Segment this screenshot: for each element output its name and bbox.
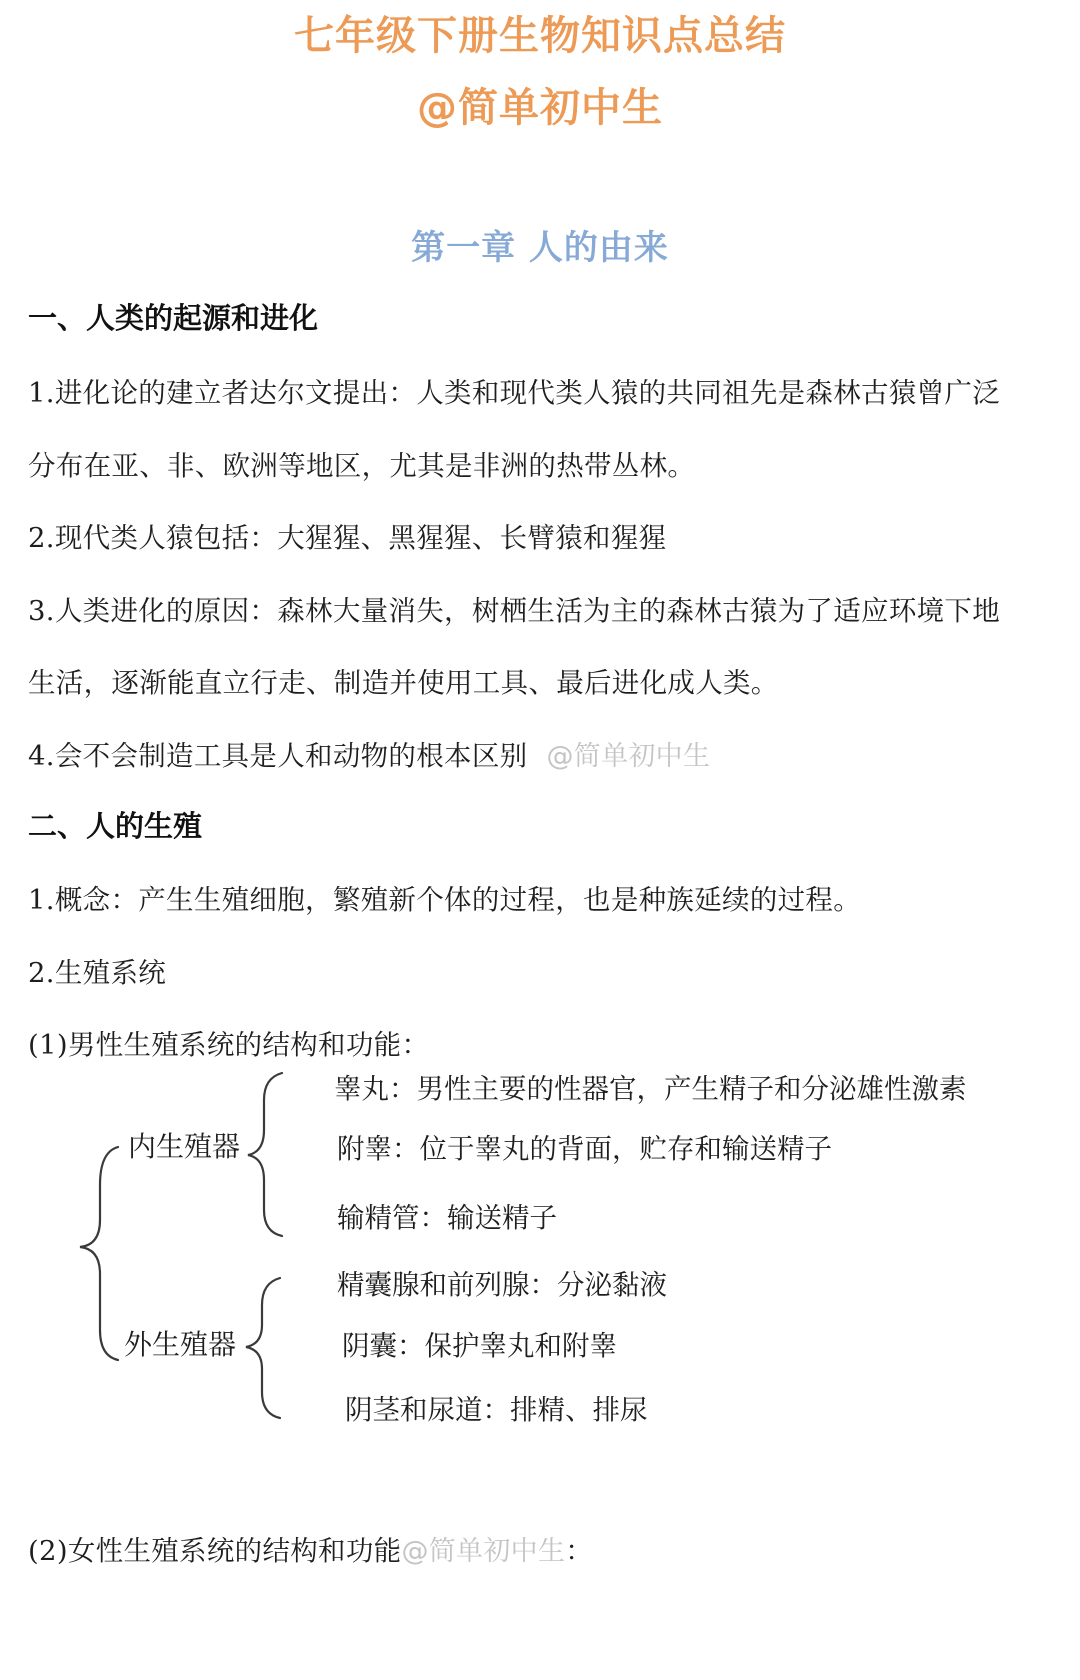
- chapter-title: 第一章 人的由来: [411, 228, 669, 268]
- paragraph-1-line-1: 1.进化论的建立者达尔文提出：人类和现代类人猿的共同祖先是森林古猿曾广泛: [28, 377, 1001, 409]
- concept-paragraph: 1.概念：产生生殖细胞，繁殖新个体的过程，也是种族延续的过程。: [28, 884, 862, 916]
- external-organs-label: 外生殖器: [124, 1328, 237, 1361]
- internal-item-vas-deferens: 输精管：输送精子: [337, 1202, 557, 1234]
- watermark: @简单初中生: [401, 1536, 566, 1567]
- female-system-heading: [28, 1528, 593, 1568]
- watermark: @简单初中生: [546, 741, 711, 772]
- paragraph-2: 2.现代类人猿包括：大猩猩、黑猩猩、长臂猿和猩猩: [28, 522, 667, 554]
- outer-brace: [80, 1147, 118, 1360]
- paragraph-3-line-2: 生活，逐渐能直立行走、制造并使用工具、最后进化成人类。: [28, 667, 779, 699]
- external-item-glands: 精囊腺和前列腺：分泌黏液: [337, 1269, 667, 1301]
- internal-organs-label: 内生殖器: [128, 1130, 241, 1163]
- paragraph-1-line-2: 分布在亚、非、欧洲等地区，尤其是非洲的热带丛林。: [28, 450, 696, 482]
- section-heading-reproduction: 二、人的生殖: [28, 809, 203, 843]
- reproductive-system-heading: 2.生殖系统: [28, 957, 167, 989]
- paragraph-3-line-1: 3.人类进化的原因：森林大量消失，树栖生活为主的森林古猿为了适应环境下地: [28, 595, 1001, 627]
- external-item-scrotum: 阴囊：保护睾丸和附睾: [342, 1330, 617, 1362]
- internal-brace: [248, 1073, 282, 1236]
- internal-item-testis: 睾丸：男性主要的性器官，产生精子和分泌雄性激素: [334, 1073, 967, 1105]
- paragraph-4-text: 4.会不会制造工具是人和动物的根本区别: [28, 740, 528, 772]
- document-author: @简单初中生: [417, 85, 663, 131]
- female-system-heading-text: (2)女性生殖系统的结构和功能: [28, 1535, 402, 1567]
- internal-item-epididymis: 附睾：位于睾丸的背面，贮存和输送精子: [337, 1133, 832, 1165]
- section-heading-origin: 一、人类的起源和进化: [28, 301, 319, 335]
- external-item-penis-urethra: 阴茎和尿道：排精、排尿: [345, 1394, 648, 1426]
- external-brace: [246, 1278, 280, 1418]
- female-system-heading-colon: ：: [565, 1535, 594, 1567]
- document-title: 七年级下册生物知识点总结: [294, 13, 786, 59]
- male-system-heading: (1)男性生殖系统的结构和功能：: [28, 1029, 430, 1061]
